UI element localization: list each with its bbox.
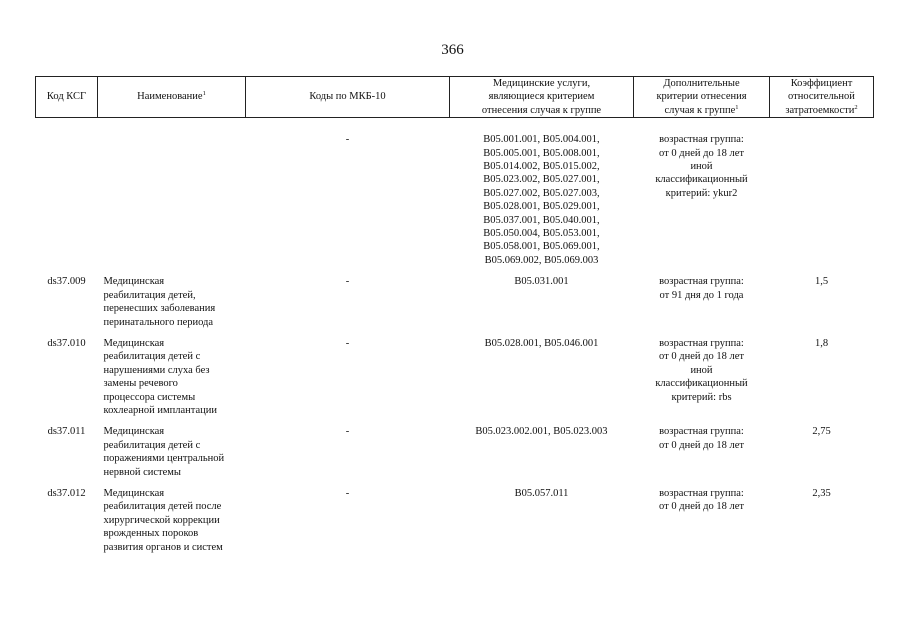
table-row — [36, 337, 874, 425]
table-header-row — [36, 77, 874, 118]
cell-additional: возрастная группа: от 0 дней до 18 лет иной классификационный критерий: ykur2 — [655, 134, 748, 199]
footnote-marker: 2 — [854, 103, 858, 111]
cell-additional: возрастная группа: от 0 дней до 18 лет — [659, 487, 744, 513]
cell-mkb: - — [345, 426, 350, 438]
page-number: 366 — [441, 42, 464, 58]
cell-code: ds37.009 — [47, 276, 86, 288]
cell-additional: возрастная группа: от 0 дней до 18 лет — [659, 426, 744, 451]
cell-coefficient: 1,5 — [814, 276, 829, 288]
cell-coefficient — [770, 118, 874, 276]
cell-code: ds37.012 — [47, 487, 86, 499]
header-services: Медицинские услуги, являющиеся критерием отнесения случая к группе — [450, 77, 634, 118]
cell-coefficient: 1,8 — [814, 337, 829, 349]
cell-name: Медицинская реабилитация детей с поражениями центральной нервной системы — [103, 426, 225, 478]
footnote-marker: 1 — [735, 103, 739, 111]
cell-name: Медицинская реабилитация детей после хирургической коррекции врожденных пороков развития органов и систем — [103, 487, 223, 553]
cell-services: B05.031.001 — [514, 276, 569, 288]
table-row — [36, 425, 874, 487]
header-code: Код КСГ — [36, 77, 98, 118]
table-row — [36, 487, 874, 562]
header-mkb: Коды по МКБ-10 — [246, 77, 450, 118]
cell-mkb: - — [345, 134, 350, 146]
table-row — [36, 275, 874, 337]
header-name: Наименование$^1$ — [98, 77, 246, 118]
cell-services: B05.057.011 — [514, 487, 569, 499]
cell-coefficient: 2,75 — [812, 426, 831, 438]
cell-services: B05.001.001, B05.004.001, B05.005.001, B05.008.001, B05.014.002, B05.015.002, B05.023.002, B05.027.001, B05.027.002, B05.027.003, B05.028.001, B05.029.001, B05.037.001, B05.040.001, B05.050.004, B05.053.001, B05.058.001, B05.069.001, B05.069.002, B05.069.003 — [483, 134, 600, 266]
cell-additional: возрастная группа: от 0 дней до 18 лет иной классификационный критерий: rbs — [655, 337, 748, 403]
cell-code — [36, 118, 98, 276]
cell-services: B05.028.001, B05.046.001 — [484, 337, 599, 349]
cell-name: Медицинская реабилитация детей с нарушениями слуха без замены речевого процессора системы кохлеарной имплантации — [103, 337, 217, 416]
cell-code: ds37.011 — [47, 426, 86, 438]
footnote-marker: 1 — [202, 90, 206, 98]
cell-additional: возрастная группа: от 91 дня до 1 года — [659, 276, 744, 301]
cell-code: ds37.010 — [47, 337, 86, 349]
cell-name: Медицинская реабилитация детей, перенесших заболевания перинатального периода — [103, 276, 216, 328]
cell-name — [98, 118, 246, 276]
cell-mkb: - — [345, 487, 350, 499]
table-row — [36, 118, 874, 276]
cell-services: B05.023.002.001, B05.023.003 — [475, 426, 608, 438]
ksg-table — [35, 76, 874, 562]
header-coefficient: Коэффициент относительной затратоемкости$^2$ — [770, 77, 874, 118]
cell-mkb: - — [345, 276, 350, 288]
cell-mkb: - — [345, 337, 350, 349]
header-additional: Дополнительные критерии отнесения случая к группе$^1$ — [634, 77, 770, 118]
cell-coefficient: 2,35 — [812, 487, 831, 499]
